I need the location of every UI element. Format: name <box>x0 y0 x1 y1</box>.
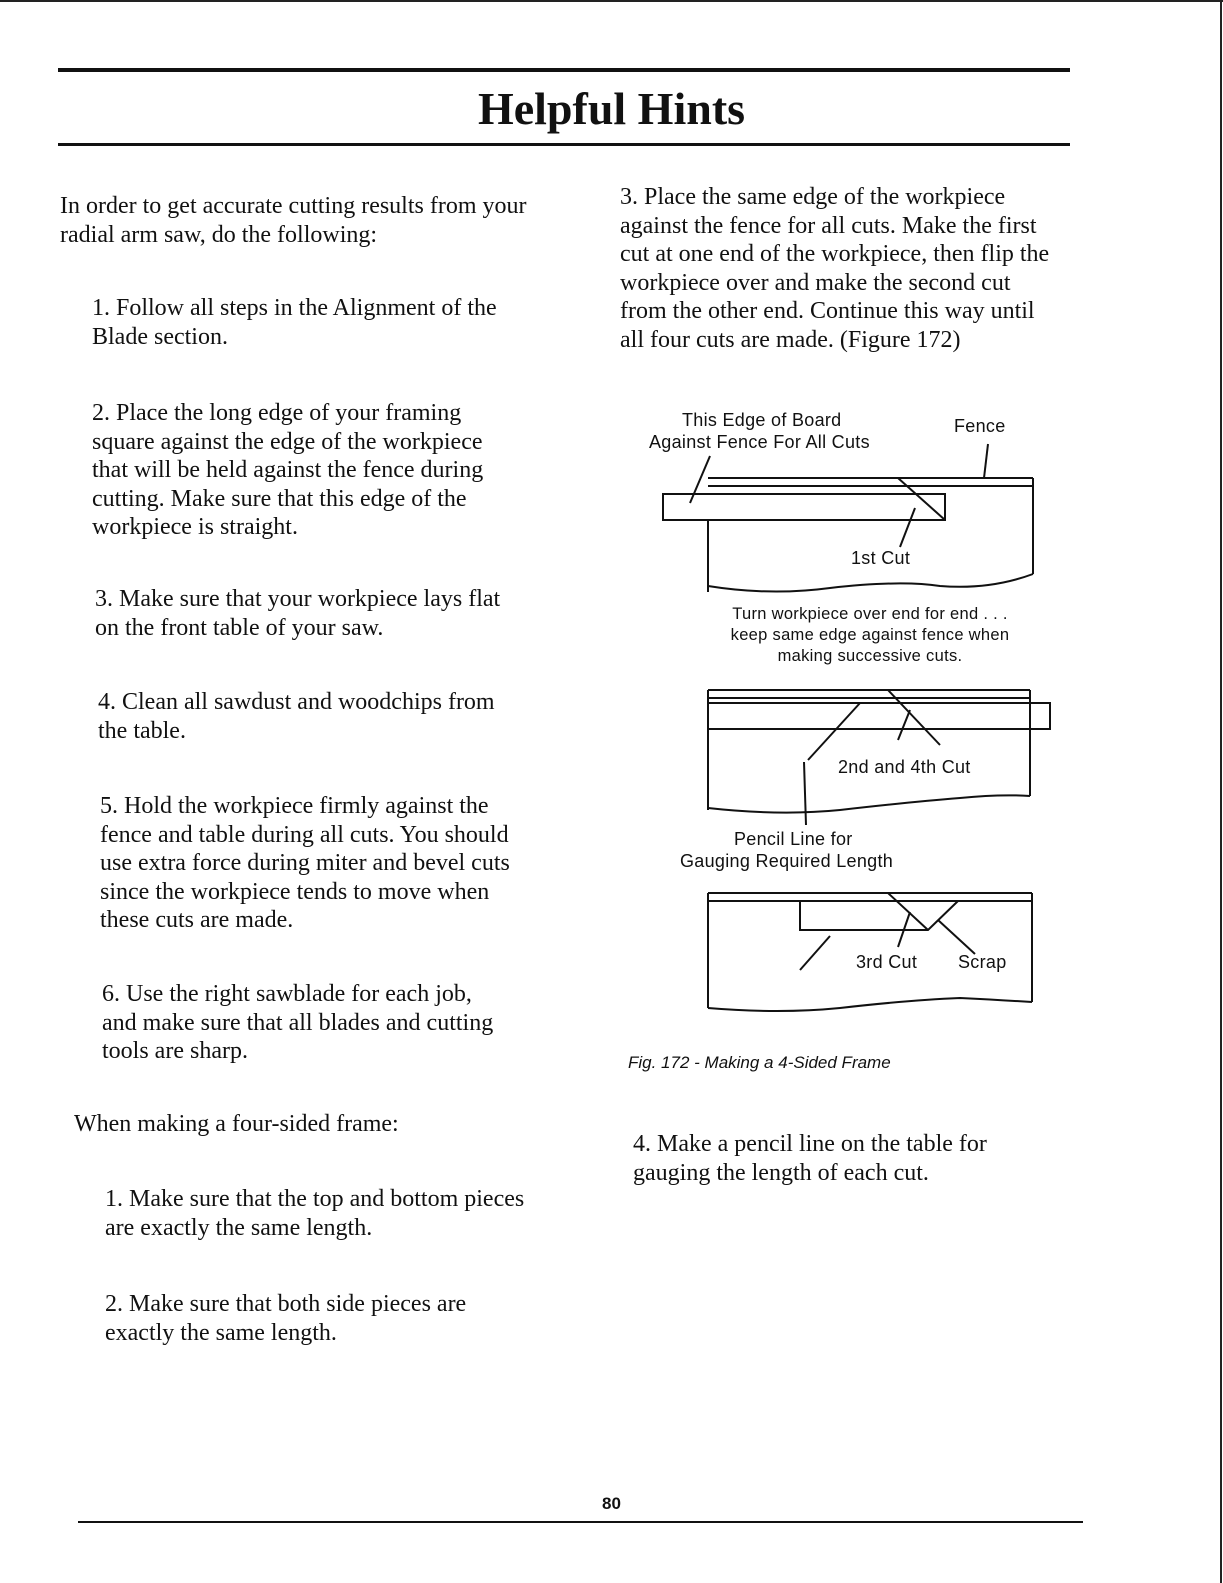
footer-rule <box>78 1521 1083 1523</box>
page-title: Helpful Hints <box>477 83 746 134</box>
page-border-top <box>0 0 1223 2</box>
label-pencil-line1: Pencil Line for <box>734 829 853 849</box>
frame-intro: When making a four-sided frame: <box>74 1111 399 1137</box>
frame-step-3: 3. Place the same edge of the workpiece against the fence for all cuts. Make the first cut at one end of the workpiece, then flip the workpiece over and make the second cut from the other end. Continue this way until all four cuts are made. (Figure 172) <box>620 184 1050 353</box>
header-rule-bottom <box>58 143 1070 146</box>
intro-paragraph: In order to get accurate cutting results from your radial arm saw, do the following: <box>60 193 527 248</box>
label-edge-line1: This Edge of Board <box>682 410 842 430</box>
diagram-first-cut <box>663 444 1033 592</box>
turn-workpiece-note-line3: making successive cuts. <box>777 647 963 665</box>
page-number: 80 <box>602 1494 621 1513</box>
hint-step-1: 1. Follow all steps in the Alignment of the Blade section. <box>92 295 497 350</box>
label-first-cut: 1st Cut <box>851 548 911 568</box>
frame-step-4: 4. Make a pencil line on the table for gauging the length of each cut. <box>633 1131 987 1186</box>
figure-172 <box>640 400 1070 1060</box>
turn-workpiece-note-line2: keep same edge against fence when <box>730 626 1010 644</box>
frame-step-1: 1. Make sure that the top and bottom pieces are exactly the same length. <box>105 1186 525 1241</box>
hint-step-5: 5. Hold the workpiece firmly against the fence and table during all cuts. You should use extra force during miter and bevel cuts since the workpiece tends to move when these cuts are made. <box>100 793 510 933</box>
frame-step-2: 2. Make sure that both side pieces are exactly the same length. <box>105 1291 467 1346</box>
label-second-fourth-cut: 2nd and 4th Cut <box>838 757 971 777</box>
hint-step-3: 3. Make sure that your workpiece lays flat on the front table of your saw. <box>95 586 501 641</box>
turn-workpiece-note-line1: Turn workpiece over end for end . . . <box>732 605 1008 623</box>
label-third-cut: 3rd Cut <box>856 952 918 972</box>
figure-caption: Fig. 172 - Making a 4-Sided Frame <box>628 1053 891 1072</box>
hint-step-6: 6. Use the right sawblade for each job, and make sure that all blades and cutting tools are sharp. <box>102 981 494 1064</box>
label-edge-line2: Against Fence For All Cuts <box>649 432 870 452</box>
hint-step-2: 2. Place the long edge of your framing square against the edge of the workpiece that will be held against the fence during cutting. Make sure that this edge of the workpiece is straight. <box>92 400 484 540</box>
header-rule-top <box>58 68 1070 72</box>
label-scrap: Scrap <box>958 952 1007 972</box>
label-pencil-line2: Gauging Required Length <box>680 851 894 871</box>
hint-step-4: 4. Clean all sawdust and woodchips from the table. <box>98 689 495 744</box>
label-fence: Fence <box>954 416 1006 436</box>
page-border-right <box>1220 0 1222 1583</box>
